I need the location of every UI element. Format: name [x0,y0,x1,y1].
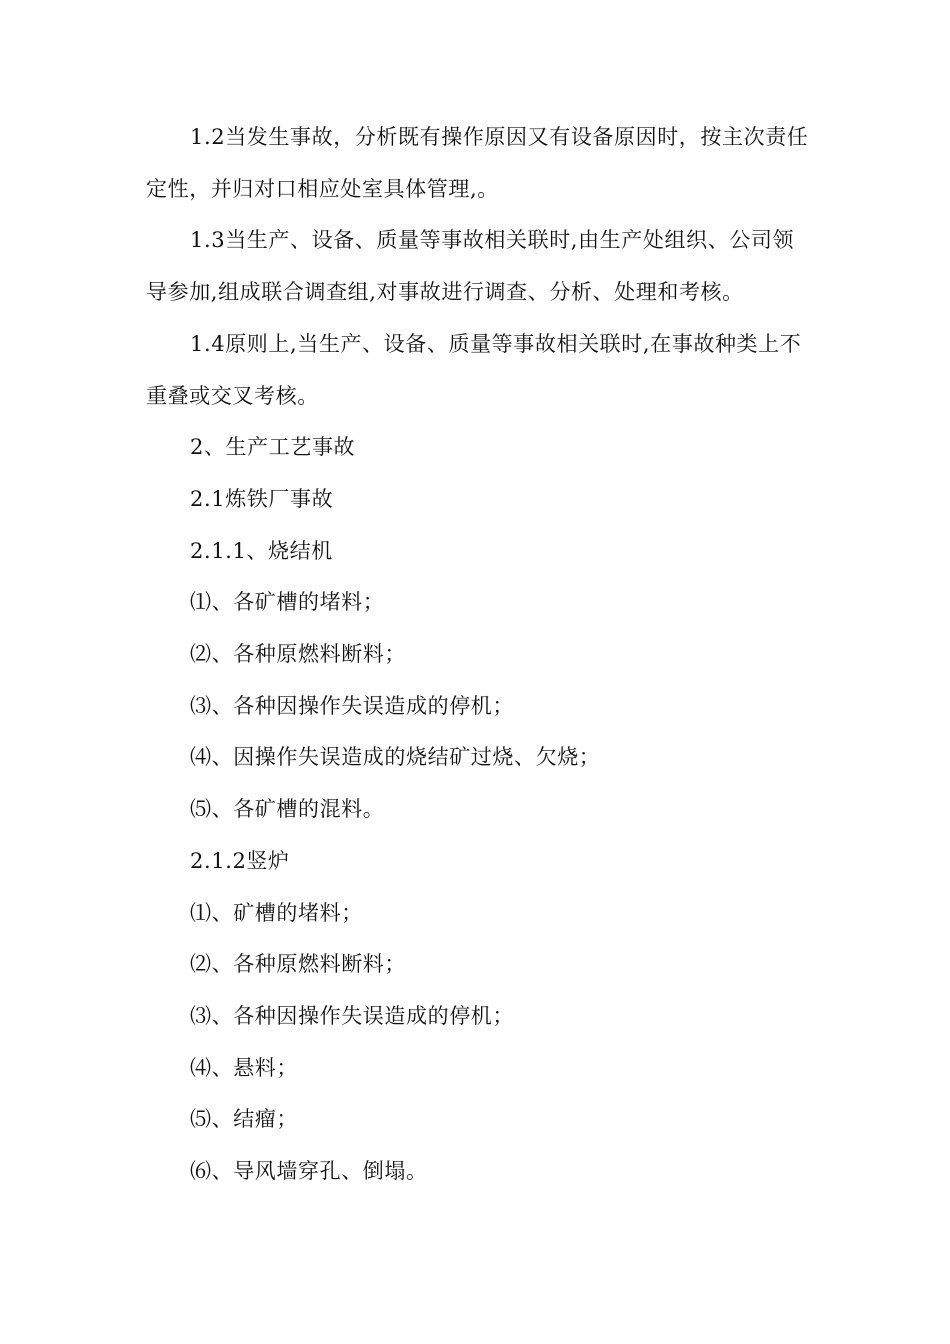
subsection-heading-2-1-1: 2.1.1、烧结机 [190,538,333,563]
list-item: ⑶、各种因操作失误造成的停机； [190,693,514,718]
paragraph-1-2: 1.2当发生事故，分析既有操作原因又有设备原因时，按主次责任定性，并归对口相应处室具体管理,。 [146,125,809,201]
list-item: ⑹、导风墙穿孔、倒塌。 [190,1159,428,1184]
list-item: ⑷、因操作失误造成的烧结矿过烧、欠烧； [190,745,601,770]
subsection-heading-2-1-2: 2.1.2竖炉 [190,848,290,873]
list-item: ⑸、各矿槽的混料。 [190,797,385,822]
paragraph-1-4: 1.4原则上,当生产、设备、质量等事故相关联时,在事故种类上不重叠或交叉考核。 [146,331,802,408]
section-heading-2: 2、生产工艺事故 [190,435,356,460]
list-item: ⑵、各种原燃料断料； [190,642,406,667]
list-item: ⑷、悬料； [190,1055,298,1080]
document-body [146,112,812,1198]
list-item: ⑴、各矿槽的堵料； [190,590,385,615]
paragraph-1-3: 1.3当生产、设备、质量等事故相关联时,由生产处组织、公司领导参加,组成联合调查组,对事故进行调查、分析、处理和考核。 [146,228,795,305]
subsection-heading-2-1: 2.1炼铁厂事故 [190,486,334,511]
list-item: ⑵、各种原燃料断料； [190,952,406,977]
list-item: ⑶、各种因操作失误造成的停机； [190,1003,514,1028]
list-item: ⑸、结瘤； [190,1107,298,1132]
list-item: ⑴、矿槽的堵料； [190,900,363,925]
